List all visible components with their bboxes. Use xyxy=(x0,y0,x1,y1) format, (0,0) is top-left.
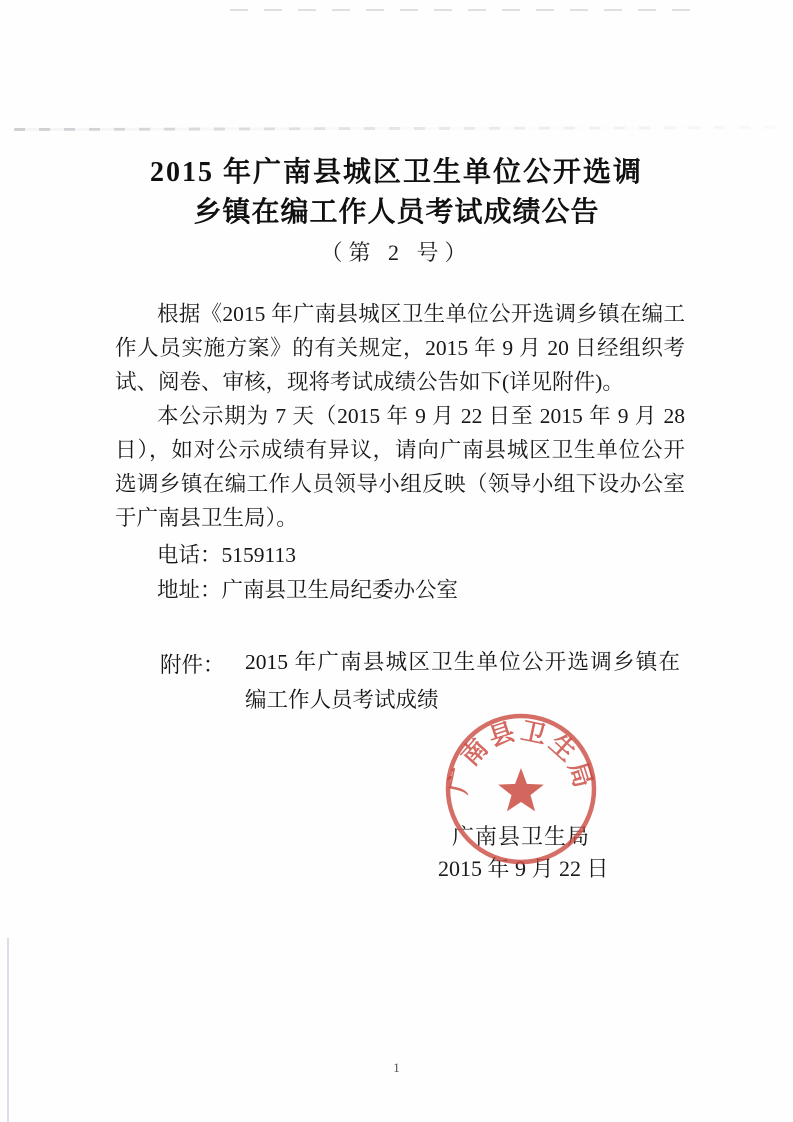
seal-char: 卫 xyxy=(518,718,549,750)
signature-organization: 广南县卫生局 xyxy=(452,824,591,849)
scan-smudge-line xyxy=(14,126,776,131)
body-line: 本公示期为 7 天（2015 年 9 月 22 日至 2015 年 9 月 28 xyxy=(157,404,685,428)
attachment-label: 附件： xyxy=(160,653,225,677)
body-line: 作人员实施方案》的有关规定，2015 年 9 月 20 日经组织考 xyxy=(115,336,685,360)
seal-char: 南 xyxy=(456,734,494,772)
attachment-line: 2015 年广南县城区卫生单位公开选调乡镇在 xyxy=(245,650,680,674)
seal-star-icon xyxy=(498,768,544,811)
issue-number: （第 2 号） xyxy=(320,240,473,265)
scan-edge-line xyxy=(7,938,9,1122)
scan-noise-top xyxy=(230,9,700,11)
body-line: 于广南县卫生局）。 xyxy=(115,506,298,530)
body-line: 根据《2015 年广南县城区卫生单位公开选调乡镇在编工 xyxy=(157,302,685,326)
official-seal xyxy=(436,704,606,874)
body-line: 选调乡镇在编工作人员领导小组反映（领导小组下设办公室 xyxy=(115,472,685,496)
document-title-line1: 2015 年广南县城区卫生单位公开选调 xyxy=(149,157,643,188)
seal-char: 局 xyxy=(562,758,597,792)
page-number: 1 xyxy=(393,1060,400,1075)
body-line: 日），如对公示成绩有异议，请向广南县城区卫生单位公开 xyxy=(115,438,685,462)
document-title-line2: 乡镇在编工作人员考试成绩公告 xyxy=(193,197,600,228)
body-line: 试、阅卷、审核，现将考试成绩公告如下(详见附件)。 xyxy=(115,370,624,394)
address-line: 地址：广南县卫生局纪委办公室 xyxy=(157,578,459,602)
attachment-line: 编工作人员考试成绩 xyxy=(245,688,439,712)
seal-char: 生 xyxy=(543,729,581,767)
seal-char: 县 xyxy=(485,718,519,753)
phone-line: 电话：5159113 xyxy=(157,543,296,567)
seal-char: 广 xyxy=(445,766,477,797)
signature-date: 2015 年 9 月 22 日 xyxy=(438,856,609,881)
